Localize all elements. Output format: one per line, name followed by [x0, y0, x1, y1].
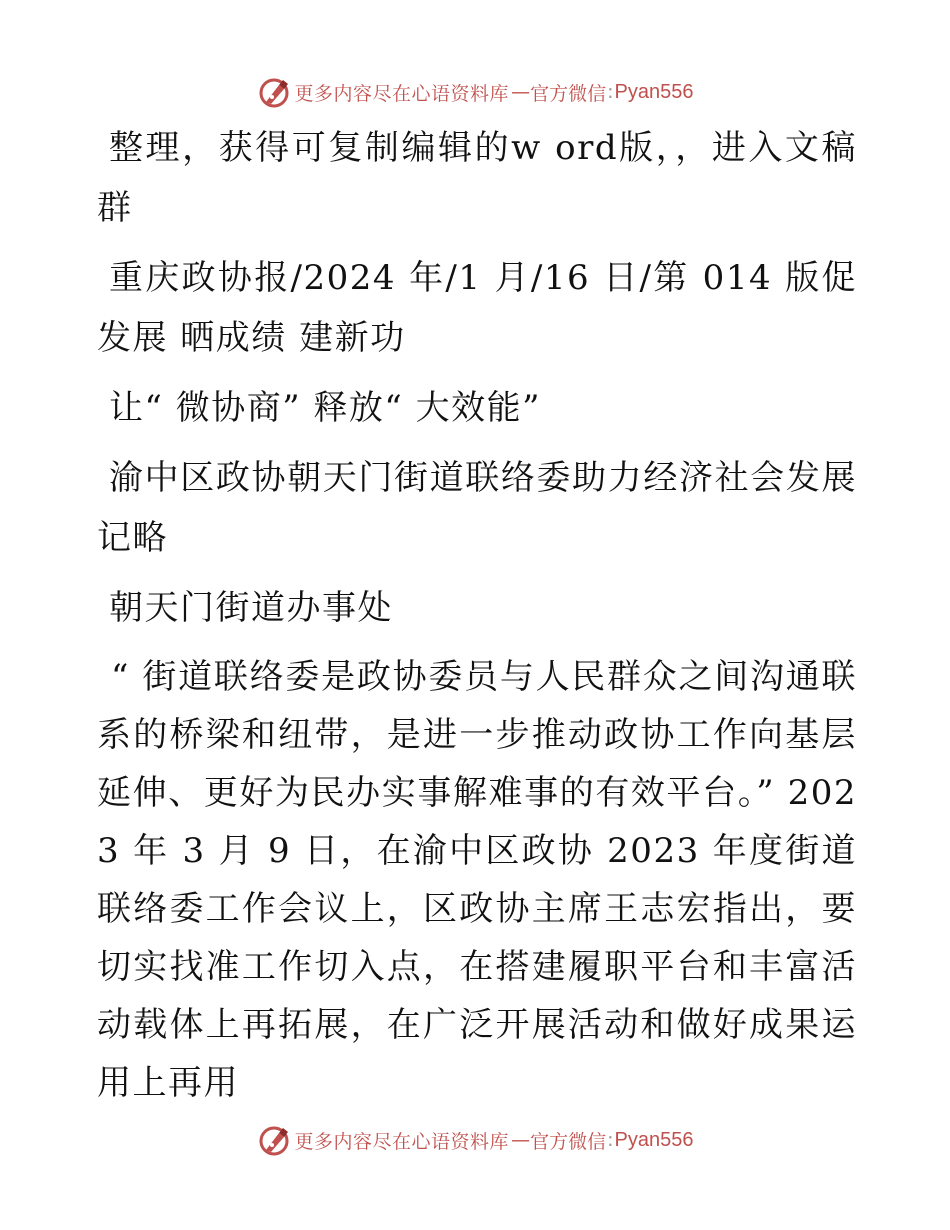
watermark-dash: — — [511, 1129, 529, 1151]
watermark-separator: : — [607, 81, 614, 103]
intro-paragraph: 整理，获得可复制编辑的w ord版，，进入文稿群 — [97, 128, 857, 228]
watermark-channel-label: 官方微信 — [530, 82, 607, 105]
article-title: 让“ 微协商” 释放“ 大效能” — [109, 388, 541, 428]
footer-watermark — [0, 1120, 950, 1160]
pen-nib-logo-icon — [257, 1123, 291, 1157]
article-author: 朝天门街道办事处 — [109, 588, 393, 628]
watermark-separator: : — [607, 1129, 614, 1151]
body-paragraph: “ 街道联络委是政协委员与人民群众之间沟通联系的桥梁和纽带，是进一步推动政协工作向基层延伸、更好为民办实事解难事的有效平台。” 2023 年 3 月 9 日，在渝中区政协 2023 年度街道联络委工作会议上，区政协主席王志宏指出，要切实找准工作切入点，在搭建履职平台和丰富活动载体上再拓展，在广泛开展活动和做好成果运用上再用 — [97, 657, 857, 1103]
watermark-channel-label: 官方微信 — [530, 1130, 607, 1153]
watermark-dash: — — [511, 81, 529, 103]
source-line: 重庆政协报/2024 年/1 月/16 日/第 014 版促发展 晒成绩 建新功 — [97, 258, 857, 358]
watermark-brand: 更多内容尽在心语资料库 — [294, 82, 510, 105]
pen-nib-logo-icon — [257, 75, 291, 109]
header-watermark — [0, 72, 950, 112]
article-subtitle: 渝中区政协朝天门街道联络委助力经济社会发展记略 — [97, 458, 857, 558]
watermark-account: Pyan556 — [614, 80, 694, 103]
watermark-brand: 更多内容尽在心语资料库 — [294, 1130, 510, 1153]
document-body — [97, 118, 857, 1112]
watermark-account: Pyan556 — [614, 1128, 694, 1151]
